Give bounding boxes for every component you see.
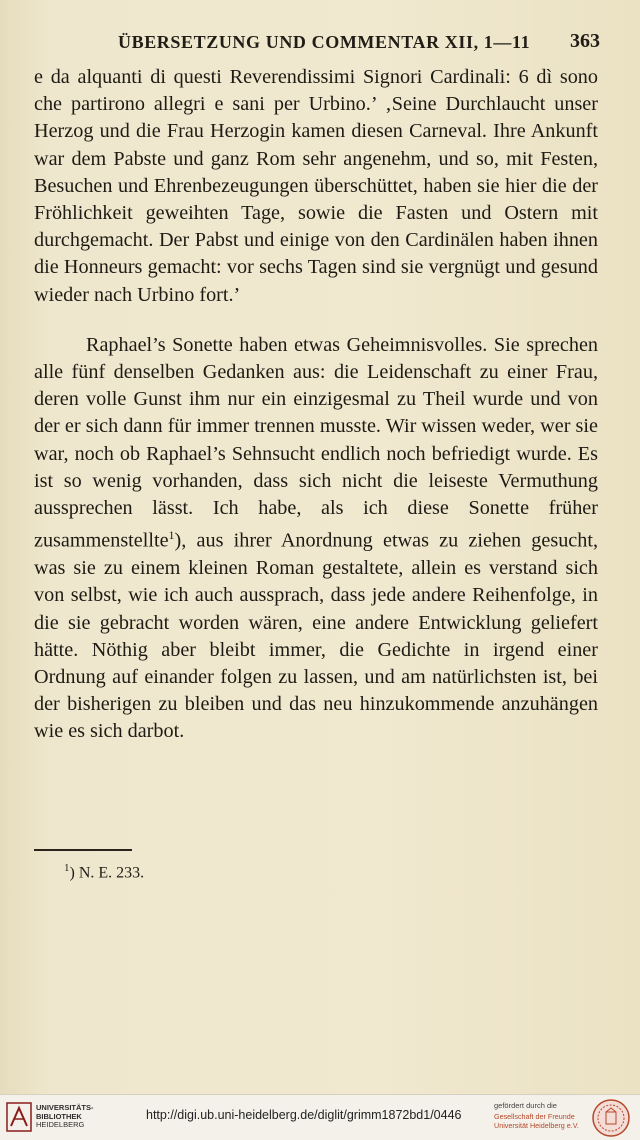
paragraph-2 bbox=[34, 332, 598, 746]
footnote bbox=[64, 862, 144, 882]
footnote-marker: 1 bbox=[64, 862, 70, 874]
library-name-line-3: HEIDELBERG bbox=[36, 1120, 85, 1129]
sponsor-name-line-1: Gesellschaft der Freunde bbox=[494, 1112, 575, 1121]
permalink-url[interactable]: http://digi.ub.uni-heidelberg.de/diglit/grimm1872bd1/0446 bbox=[146, 1108, 462, 1122]
paragraph-2-text-b: ), aus ihrer Anordnung etwas zu ziehen gesucht, was sie zu einem kleinen Roman gestaltete, allein es verstand sich von selbst, wie ich auch aussprach, dass jede andere Reihenfolge, in die sie gebracht worden wären, eine andere Entwicklung geliefert hätte. Nöthig aber bleibt immer, die Gedichte in irgend einer Ordnung auf einander folgen zu lassen, und am natürlichsten ist, bei der bisherigen zu bleiben und das neu hinzukommende anzuhängen wie es sich darbot. bbox=[34, 529, 598, 743]
library-logo-icon bbox=[6, 1102, 32, 1132]
library-name bbox=[36, 1104, 106, 1130]
library-name-line-2: BIBLIOTHEK bbox=[36, 1111, 82, 1121]
page-number: 363 bbox=[570, 30, 600, 52]
footnote-reference: 1 bbox=[168, 528, 175, 543]
university-seal-icon bbox=[591, 1098, 631, 1138]
body-text bbox=[34, 64, 598, 746]
paragraph-1: e da alquanti di questi Reverendissimi Signori Cardinali: 6 dì sono che partirono allegri e sani per Urbino.’ ‚Seine Durchlaucht unser Herzog und die Frau Herzogin kamen diesen Carneval. Ihre Ankunft war dem Pabste und ganz Rom sehr angenehm, und so, mit Festen, Besuchen und Ehrenbezeugungen überschüttet, haben sie hier die der Fröhlichkeit geweihten Tage, sowie die Fasten und Ostern mit durchgemacht. Der Pabst und einige von den Cardinälen haben ihnen die Honneurs gemacht: vor sechs Tagen sind sie vergnügt und gesund wieder nach Urbino fort.’ bbox=[34, 66, 598, 306]
sponsor-label: gefördert durch die bbox=[494, 1101, 557, 1110]
paragraph-2-text-a: Raphael’s Sonette haben etwas Geheimnisvolles. Sie sprechen alle fünf denselben Gedanken aus: die Leidenschaft zu einer Frau, deren volle Gunst ihm nur ein einzigesmal zu Theil wurde und von der er sich dann für immer trennen musste. Wir wissen weder, wer sie war, noch ob Raphael’s Sehnsucht endlich noch befriedigt wurde. Es ist so wenig vorhanden, dass sich nicht die leiseste Vermuthung aussprechen lässt. Ich habe, als ich diese Sonette früher zusammenstellte bbox=[34, 333, 598, 552]
running-head: ÜBERSETZUNG UND COMMENTAR XII, 1—11 bbox=[118, 32, 531, 52]
footnote-text: ) N. E. 233. bbox=[69, 864, 145, 882]
page-header bbox=[36, 32, 600, 56]
footnote-divider bbox=[34, 849, 132, 851]
sponsor-name-line-2: Universität Heidelberg e.V. bbox=[494, 1121, 579, 1130]
sponsor-name bbox=[494, 1112, 586, 1130]
digitization-footer bbox=[0, 1094, 640, 1140]
library-name-line-1: UNIVERSITÄTS- bbox=[36, 1103, 94, 1112]
